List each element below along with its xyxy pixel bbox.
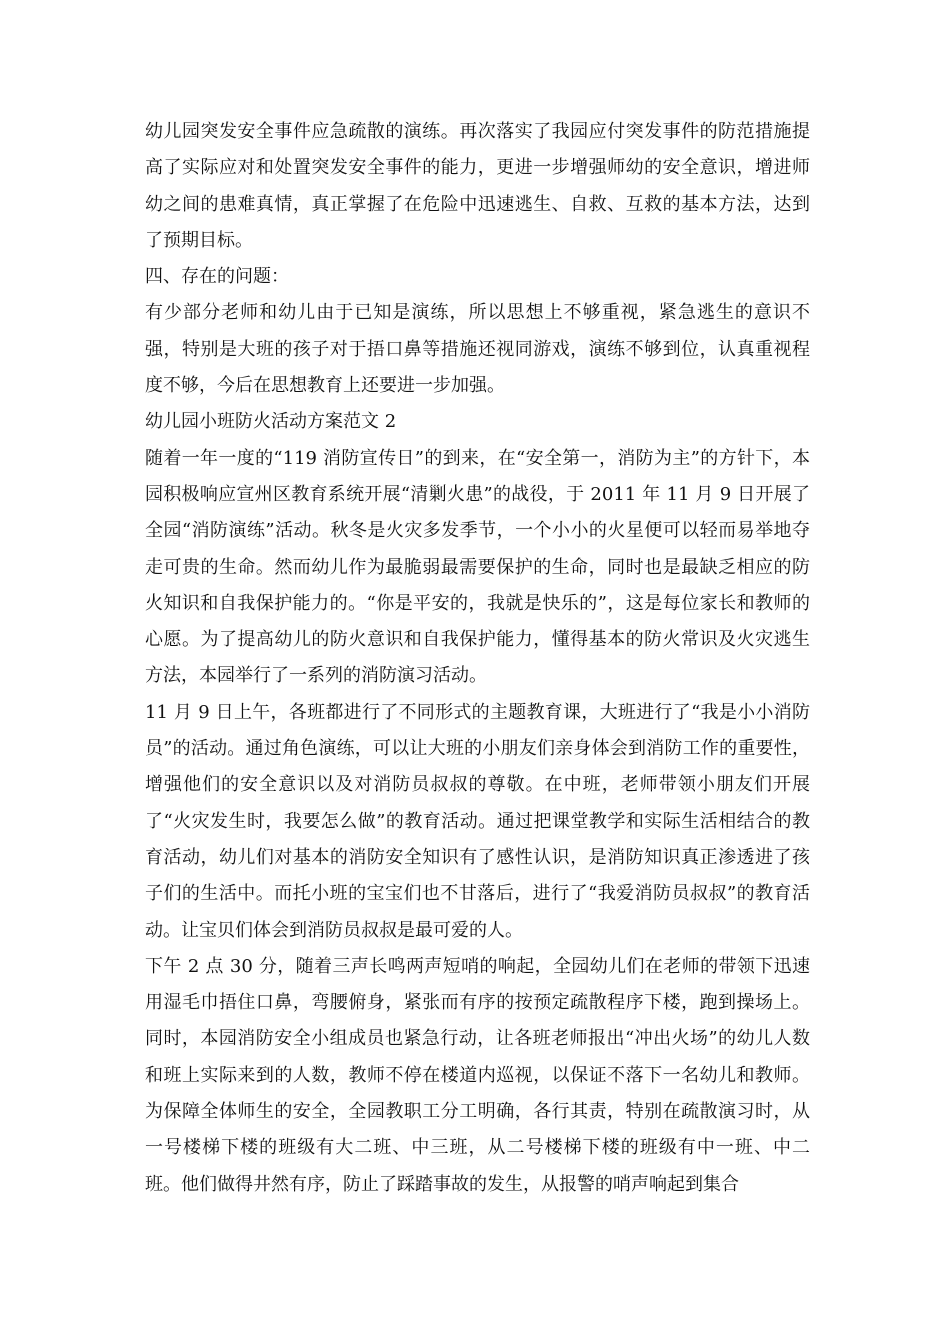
document-page: [145, 114, 810, 1203]
paragraph-drill-summary: 幼儿园突发安全事件应急疏散的演练。再次落实了我园应付突发事件的防范措施提高了实际应对和处置突发安全事件的能力，更进一步增强师幼的安全意识，增进师幼之间的患难真情，真正掌握了在危险中迅速逃生、自救、互救的基本方法，达到了预期目标。: [145, 121, 810, 251]
section-heading-problems: 四、存在的问题：: [145, 266, 289, 288]
paragraph-problems: 有少部分老师和幼儿由于已知是演练，所以思想上不够重视，紧急逃生的意识不强，特别是大班的孩子对于捂口鼻等措施还视同游戏，演练不够到位，认真重视程度不够，今后在思想教育上还要进一步加强。: [145, 302, 810, 397]
paragraph-intro: 随着一年一度的“119 消防宣传日”的到来，在“安全第一，消防为主”的方针下，本园积极响应宣州区教育系统开展“清剿火患”的战役，于 2011 年 11 月 9 日开展了全园“消防演练”活动。秋冬是火灾多发季节，一个小小的火星便可以轻而易举地夺走可贵的生命。然而幼儿作为最脆弱最需要保护的生命，同时也是最缺乏相应的防火知识和自我保护能力的。“你是平安的，我就是快乐的”，这是每位家长和教师的心愿。为了提高幼儿的防火意识和自我保护能力，懂得基本的防火常识及火灾逃生方法，本园举行了一系列的消防演习活动。: [145, 447, 810, 687]
article-title-2: 幼儿园小班防火活动方案范文 2: [145, 411, 397, 433]
paragraph-morning-activities: 11 月 9 日上午，各班都进行了不同形式的主题教育课，大班进行了“我是小小消防员”的活动。通过角色演练，可以让大班的小朋友们亲身体会到消防工作的重要性，增强他们的安全意识以及对消防员叔叔的尊敬。在中班，老师带领小朋友们开展了“火灾发生时，我要怎么做”的教育活动。通过把课堂教学和实际生活相结合的教育活动，幼儿们对基本的消防安全知识有了感性认识，是消防知识真正渗透进了孩子们的生活中。而托小班的宝宝们也不甘落后，进行了“我爱消防员叔叔”的教育活动。让宝贝们体会到消防员叔叔是最可爱的人。: [145, 701, 810, 941]
paragraph-afternoon-drill: 下午 2 点 30 分，随着三声长鸣两声短哨的响起，全园幼儿们在老师的带领下迅速用湿毛巾捂住口鼻，弯腰俯身，紧张而有序的按预定疏散程序下楼，跑到操场上。同时，本园消防安全小组成员也紧急行动，让各班老师报出“冲出火场”的幼儿人数和班上实际来到的人数，教师不停在楼道内巡视，以保证不落下一名幼儿和教师。为保障全体师生的安全，全园教职工分工明确，各行其责，特别在疏散演习时，从一号楼梯下楼的班级有大二班、中三班，从二号楼梯下楼的班级有中一班、中二班。他们做得井然有序，防止了踩踏事故的发生，从报警的哨声响起到集合: [145, 955, 810, 1195]
